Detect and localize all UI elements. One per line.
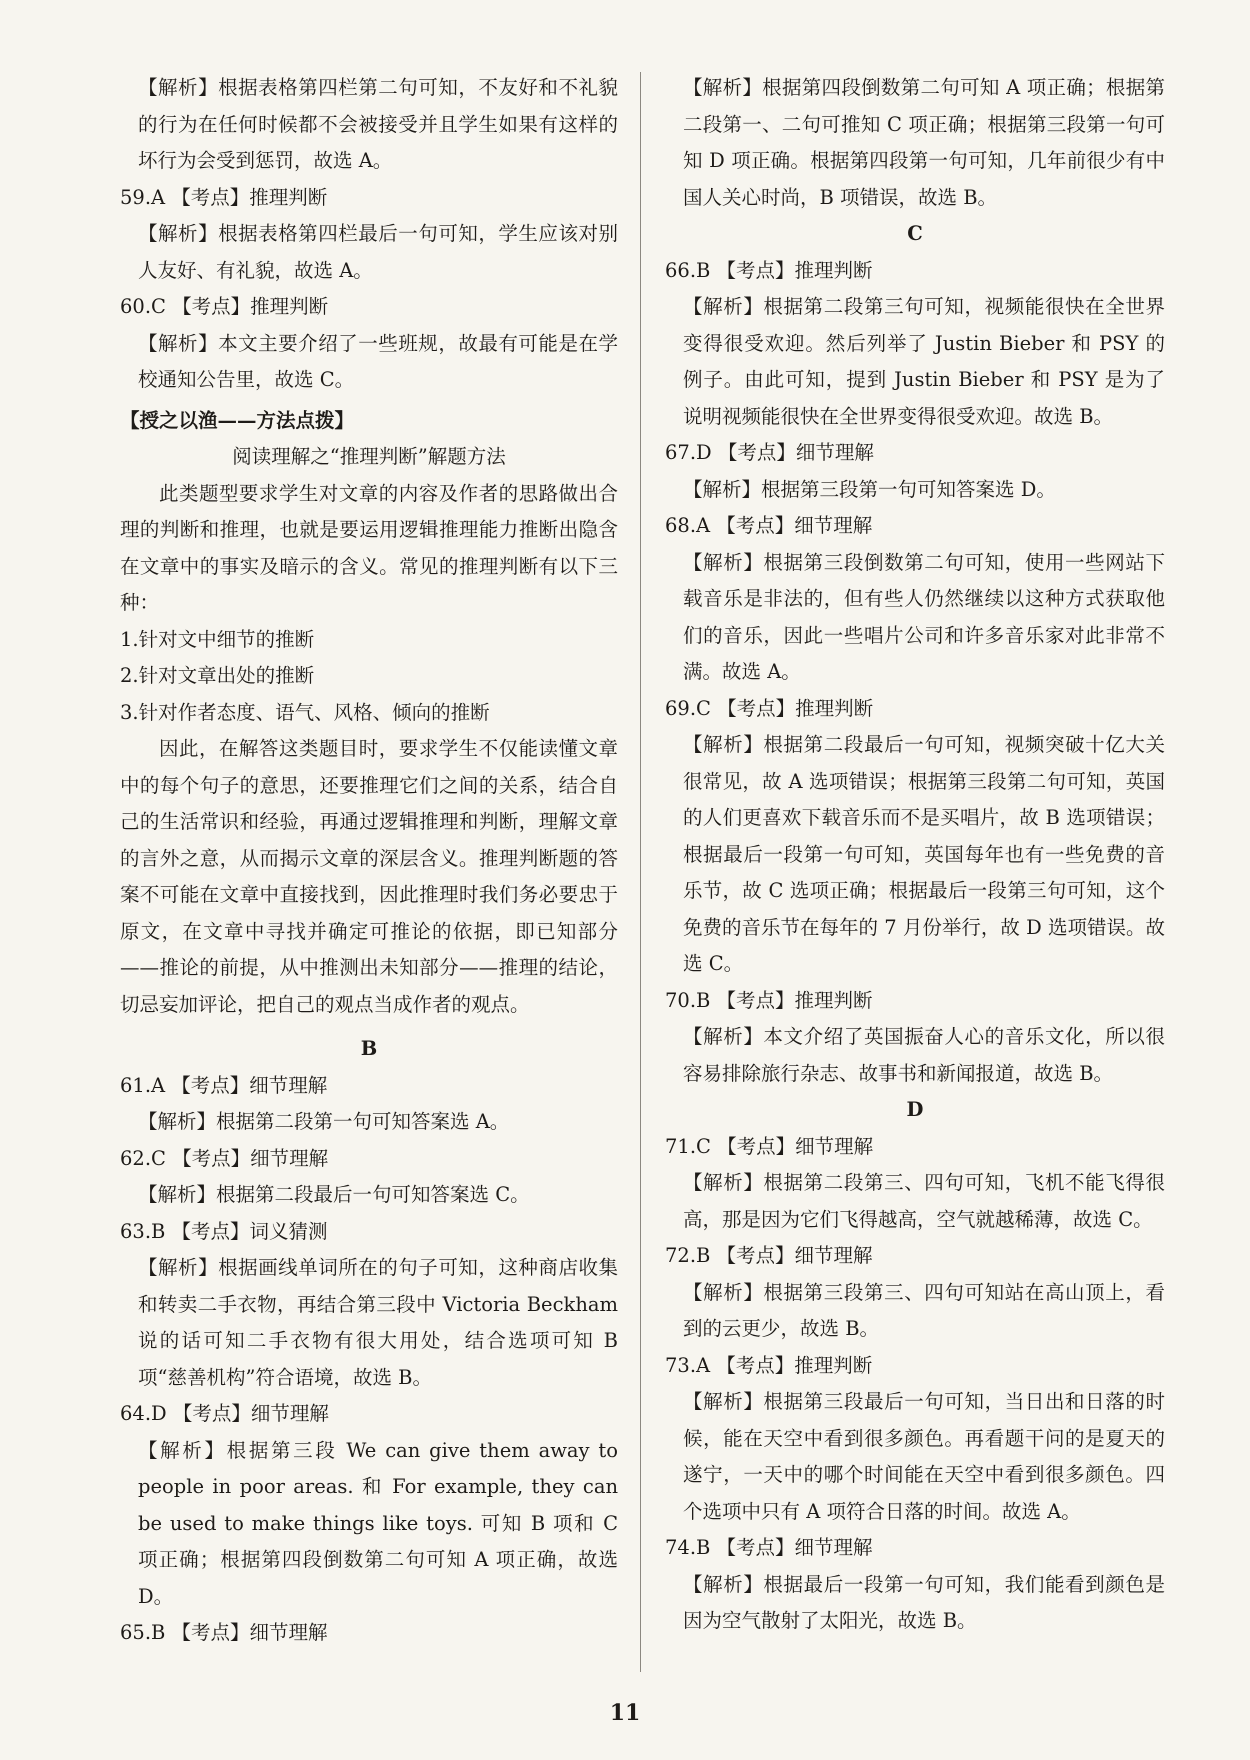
question-60-header: 60.C 【考点】推理判断 [120, 295, 329, 318]
left-column [120, 70, 618, 1652]
question-61-analysis: 【解析】根据第二段第一句可知答案选 A。 [138, 1110, 510, 1133]
question-69-analysis: 【解析】根据第二段最后一句可知，视频突破十亿大关很常见，故 A 选项错误；根据第三段第二句可知，英国的人们更喜欢下载音乐而不是买唱片，故 B 选项错误；根据最后一段第一句可知，英国每年也有一些免费的音乐节，故 C 选项正确；根据最后一段第三句可知，这个免费的音乐节在每年的 7 月份举行，故 D 选项错误。故选 C。 [683, 733, 1165, 975]
question-73-analysis: 【解析】根据第三段最后一句可知，当日出和日落的时候，能在天空中看到很多颜色。再看题干问的是夏天的遂宁，一天中的哪个时间能在天空中看到很多颜色。四个选项中只有 A 项符合日落的时间。故选 A。 [683, 1390, 1165, 1523]
question-73-header: 73.A 【考点】推理判断 [665, 1353, 873, 1377]
question-68-header: 68.A 【考点】细节理解 [665, 514, 873, 537]
page-number: 11 [609, 1700, 641, 1726]
section-d-heading: D [906, 1098, 924, 1121]
question-72-analysis: 【解析】根据第三段第三、四句可知站在高山顶上，看到的云更少，故选 B。 [683, 1280, 1165, 1340]
question-70-header: 70.B 【考点】推理判断 [665, 988, 873, 1012]
method-intro: 此类题型要求学生对文章的内容及作者的思路做出合理的判断和推理，也就是要运用逻辑推理能力推断出隐含在文章中的事实及暗示的含义。常见的推理判断有以下三种： [120, 481, 618, 614]
question-74-analysis: 【解析】根据最后一段第一句可知，我们能看到颜色是因为空气散射了太阳光，故选 B。 [683, 1572, 1165, 1632]
right-column [665, 70, 1165, 1640]
question-65-analysis: 【解析】根据第四段倒数第二句可知 A 项正确；根据第二段第一、二句可推知 C 项正确；根据第三段第一句可知 D 项正确。根据第四段第一句可知，几年前很少有中国人关心时尚，B 项错误，故选 B。 [683, 76, 1165, 209]
question-63-header: 63.B 【考点】词义猜测 [120, 1219, 328, 1243]
question-64-header: 64.D 【考点】细节理解 [120, 1402, 329, 1425]
question-68-analysis: 【解析】根据第三段倒数第二句可知，使用一些网站下载音乐是非法的，但有些人仍然继续以这种方式获取他们的音乐，因此一些唱片公司和许多音乐家对此非常不满。故选 A。 [683, 550, 1165, 683]
answer-analysis: 【解析】根据表格第四栏第二句可知，不友好和不礼貌的行为在任何时候都不会被接受并且学生如果有这样的坏行为会受到惩罚，故选 A。 [138, 76, 618, 172]
question-62-header: 62.C 【考点】细节理解 [120, 1146, 329, 1170]
question-63-analysis: 【解析】根据画线单词所在的句子可知，这种商店收集和转卖二手衣物，再结合第三段中 Victoria Beckham 说的话可知二手衣物有很大用处，结合选项可知 B 项“慈善机构”符合语境，故选 B。 [138, 1256, 618, 1389]
question-67-header: 67.D 【考点】细节理解 [665, 441, 874, 464]
question-66-analysis: 【解析】根据第二段第三句可知，视频能很快在全世界变得很受欢迎。然后列举了 Justin Bieber 和 PSY 的例子。由此可知，提到 Justin Bieber 和 PSY 是为了说明视频能很快在全世界变得很受欢迎。故选 B。 [683, 295, 1165, 428]
section-c-heading: C [907, 222, 923, 245]
question-69-header: 69.C 【考点】推理判断 [665, 696, 874, 720]
question-71-analysis: 【解析】根据第二段第三、四句可知，飞机不能飞得很高，那是因为它们飞得越高，空气就越稀薄，故选 C。 [683, 1171, 1165, 1231]
question-66-header: 66.B 【考点】推理判断 [665, 258, 873, 282]
question-60-analysis: 【解析】本文主要介绍了一些班规，故最有可能是在学校通知公告里，故选 C。 [138, 331, 618, 391]
question-72-header: 72.B 【考点】细节理解 [665, 1244, 873, 1267]
question-71-header: 71.C 【考点】细节理解 [665, 1134, 874, 1158]
question-61-header: 61.A 【考点】细节理解 [120, 1073, 328, 1097]
method-item: 2.针对文章出处的推断 [120, 664, 315, 687]
column-divider [640, 72, 641, 1672]
method-item: 3.针对作者态度、语气、风格、倾向的推断 [120, 700, 490, 724]
question-70-analysis: 【解析】本文介绍了英国振奋人心的音乐文化，所以很容易排除旅行杂志、故事书和新闻报道，故选 B。 [683, 1025, 1165, 1085]
question-59-header: 59.A 【考点】推理判断 [120, 185, 328, 209]
method-item: 1.针对文中细节的推断 [120, 627, 315, 651]
question-74-header: 74.B 【考点】细节理解 [665, 1536, 873, 1559]
question-59-analysis: 【解析】根据表格第四栏最后一句可知，学生应该对别人友好、有礼貌，故选 A。 [138, 222, 618, 282]
question-65-header: 65.B 【考点】细节理解 [120, 1621, 328, 1644]
question-62-analysis: 【解析】根据第二段最后一句可知答案选 C。 [138, 1183, 530, 1206]
method-conclusion: 因此，在解答这类题目时，要求学生不仅能读懂文章中的每个句子的意思，还要推理它们之间的关系，结合自己的生活常识和经验，再通过逻辑推理和判断，理解文章的言外之意，从而揭示文章的深层含义。推理判断题的答案不可能在文章中直接找到，因此推理时我们务必要忠于原文，在文章中寻找并确定可推论的依据，即已知部分——推论的前提，从中推测出未知部分——推理的结论，切忌妄加评论，把自己的观点当成作者的观点。 [120, 737, 618, 1016]
method-heading: 【授之以渔——方法点拨】 [120, 408, 355, 432]
question-67-analysis: 【解析】根据第三段第一句可知答案选 D。 [683, 477, 1056, 501]
method-title: 阅读理解之“推理判断”解题方法 [232, 445, 506, 468]
section-b-heading: B [360, 1037, 378, 1060]
question-64-analysis: 【解析】根据第三段 We can give them away to people in poor areas. 和 For example, they can be used to make things like toys. 可知 B 项和 C 项正确；根据第四段倒数第二句可知 A 项正确，故选 D。 [138, 1438, 618, 1608]
